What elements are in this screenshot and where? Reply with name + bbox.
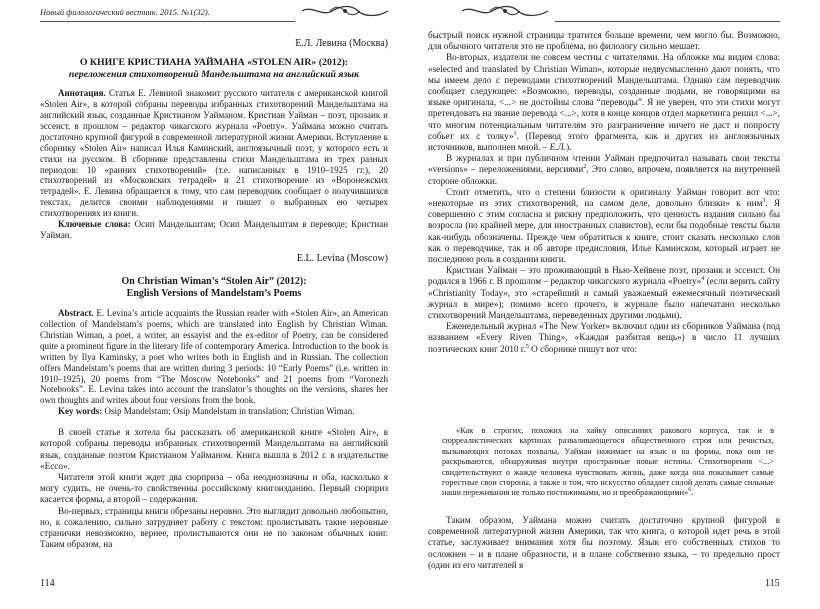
header-rule [40, 21, 295, 22]
block-quote [442, 426, 774, 499]
footnote-ref: 3 [762, 197, 766, 204]
article-title-en [40, 276, 388, 300]
body-paragraph: Стоит отметить, что о степени близости к оригиналу Уайман говорит вот что: «некоторые из этих стихотворений, на самом деле, довольно близки» к ним$^3$. Я совершенно с этим согласна и рискну предположить, что ценность издания сильно бы возросла (по крайней мере, для иностранных славистов), если бы подобные тексты были как-нибудь обозначены. Прежде чем обратиться к книге, стоит сказать несколько слов как о переводчике, так и об авторе предисловия, Илье Каминском, который играет не последнюю роль в создании книги. [428, 186, 780, 265]
right-column-bottom [428, 515, 780, 571]
keywords-en-text: Osip Mandelstam; Osip Mandelstam in translation; Christian Wiman. [104, 406, 355, 417]
annotation-label: Аннотация. [58, 88, 106, 99]
page-number-left: 114 [40, 578, 55, 589]
footnote-ref: 4 [701, 276, 705, 283]
footnote-ref: 5 [525, 343, 529, 350]
footnote-ref: 2 [583, 164, 587, 171]
author-ru: Е.Л. Левина (Москва) [295, 38, 388, 49]
abstract-text: E. Levina’s article acquaints the Russian reader with «Stolen Air», an American collection of Mandelstam’s poems, which are translated into English by Christian Wiman. Christian Wiman, a poet, a writer, an essayist and the ex-editor of Poetry, can be considered quite a prominent figure in the literary life of contemporary America. Introduction to the book is written by Ilya Kaminsky, a poet who writes both in English and in Russian. The collection offers Mandelstam’s poems that are written during 3 periods: 10 “Early Poems” (i.e. written in 1910–1925), 20 poems from “The Moscow Notebooks” and 21 poems from “Voronezh Notebooks”. E. Levina takes into account the translator’s thoughts on the versions, shares her own thoughts and writes about four versions from the book. [40, 308, 388, 406]
annotation-ru [40, 88, 388, 241]
body-paragraph: быстрый поиск нужной страницы тратится больше времени, чем могло бы. Возможно, для обычного читателя это не проблема, но филологу сильно мешает. [428, 30, 780, 52]
author-en: E.L. Levina (Moscow) [296, 252, 388, 264]
title-ru: О КНИГЕ КРИСТИАНА УАЙМАНА «STOLEN AIR» (2012): [79, 57, 349, 69]
keywords-label: Ключевые слова: [58, 219, 131, 230]
body-paragraph: Во-первых, страницы книги обрезаны неровно. Это выглядит довольно любопытно, но, к сожалению, сильно затрудняет работу с текстом: пролистывать такие неровные странички невозможно, вернее, пролистываются они не по законам обычных книг. Таким образом, на [40, 505, 388, 550]
keywords-text: Осип Мандельштам; Осип Мандельштам в переводе; Кристиан Уайман. [40, 219, 389, 240]
body-paragraph: Кристиан Уайман – это проживающий в Нью-Хейвене поэт, прозаик и эссеист. Он родился в 1966 г. В прошлом – редактор чикагского журнала «Poetry»$^4$ (если верить сайту «Christianity Today», это «старейший и самый уважаемый ежемесячный поэтический журнал в мире»); помимо всего прочего, в журнале было напечатано несколько стихотворений Мандельштама, переведенных другими людьми). [428, 265, 780, 321]
right-column-top [428, 30, 780, 355]
annotation-text: Статья Е. Левиной знакомит русского читателя с американской книгой «Stolen Air», в которой собраны переводы избранных стихотворений Мандельштама на английский язык, созданные Кристианом Уайманом. Кристиан Уайман – поэт, прозаик и эссеист, в прошлом – редактор чикагского журнала «Poetry». Уаймана можно считать достаточно крупной фигурой в современной литературной жизни Америки. Вступление к сборнику «Stolen Air» написал Илья Каминский, англоязычный поэт, у которого есть и стихи на русском. В сборнике представлены стихи Мандельштама из трех разных периодов: 10 «ранних стихотворений» (т.е. написанных в 1910–1925 гг.), 20 стихотворений из «Московских тетрадей» и 21 стихотворение из «Воронежских тетрадей». Е. Левина обращается к тому, что сам переводчик сообщает о получившихся текстах, делится своими наблюдениями и пишет о выбранных ею четырех стихотворениях из книги. [40, 88, 388, 219]
subtitle-ru: переложения стихотворений Мандельштама на английский язык [68, 68, 360, 80]
title-en-line2: English Versions of Mandelstam’s Poems [126, 288, 302, 300]
body-paragraph: В своей статье я хотела бы рассказать об американской книге «Stolen Air», в которой собраны переводы избранных стихотворений Мандельштама на английский язык, созданные поэтом Кристианом Уайманом. Книга вышла в 2012 г. в издательстве «Ecco». [40, 427, 388, 471]
body-paragraph: Читателя этой книги ждет два сюрприза – оба неоднозначны и оба, насколько я могу судить, не очень-то свойственны российскому книгоизданию. Первый сюрприз касается формы, а второй – содержания. [40, 471, 388, 505]
page-number-right: 115 [765, 578, 780, 589]
body-paragraph: Еженедельный журнал «The New Yorker» включил один из сборников Уаймана (под названием «Every Riven Thing», «Каждая разбитая вещь») в число 11 лучших поэтических книг 2010 г.$^5$ О сборнике пишут вот что: [428, 321, 780, 354]
ornament-icon [300, 4, 390, 18]
header-rule [555, 21, 780, 22]
footnote-ref: 6 [688, 487, 692, 494]
keywords-en-label: Key words: [58, 406, 103, 417]
article-title-ru [40, 57, 388, 80]
ornament-icon [460, 4, 550, 18]
left-column [40, 38, 388, 550]
body-text-left [40, 427, 388, 550]
abstract-en [40, 308, 388, 417]
footnote-ref: 1 [513, 130, 517, 137]
body-paragraph: Во-вторых, издатели не совсем честны с читателями. На обложке мы видим слова: «selected and translated by Christian Wiman», которые недвусмысленно дают понять, что мы имеем дело с переводами стихотворений Мандельштама. Однако сам переводчик сообщает следующее: «Возможно, переводы, созданные людьми, не говорящими на языке оригинала, <...> не достойны слова “переводы”. Я не уверен, что эти стихи могут претендовать на звание перевода <...>, хотя в конце концов отдел маркетинга решил <...>, что многим потенциальным читателям это разграничение ничего не даст и попросту собьет их с толку»$^1$. (Перевод этого фрагмента, как и других из англоязычных источников, выполнен мной. – Е.Л.). [428, 52, 780, 153]
abstract-label: Abstract. [58, 308, 94, 319]
right-page [410, 0, 820, 609]
quote-text: «Как в строгих, похожих на хайку описаниях ракового корпуса, так и в сюрреалистических картинах разваливающегося общественного строя или речистых, вызывающих потоках похвалы, Уайман нажимает на язык и на формы, пока они не раскрываются, обнаруживая внутри пространные новые истины. Стихотворения <...> свидетельствуют о жажде человека чувствовать жизнь, даже когда она показывает самые горестные свои стороны, а также о том, что искусство обладает силой делать самые сильные наши переживания не только постижимыми, но и преображающими»$^6$. [442, 426, 774, 498]
body-paragraph: В журналах и при публичном чтении Уайман предпочитал называть свои тексты «versions» – переложениями, версиями$^2$. Это слово, впрочем, появляется на внутренней стороне обложки. [428, 153, 780, 186]
body-paragraph: Таким образом, Уаймана можно считать достаточно крупной фигурой в современной литературной жизни Америки, так что книга, о которой идет речь в этой статье, заслуживает внимания хотя бы поэтому. Язык его собственных стихов то осложнен – и в плане образности, и в плане собственно языка, – то предельно прост (один из его читателей в [428, 515, 780, 570]
running-head: Новый филологический вестник. 2015. №1(32). [40, 7, 210, 17]
title-en-line1: On Christian Wiman’s “Stolen Air” (2012): [121, 276, 307, 288]
